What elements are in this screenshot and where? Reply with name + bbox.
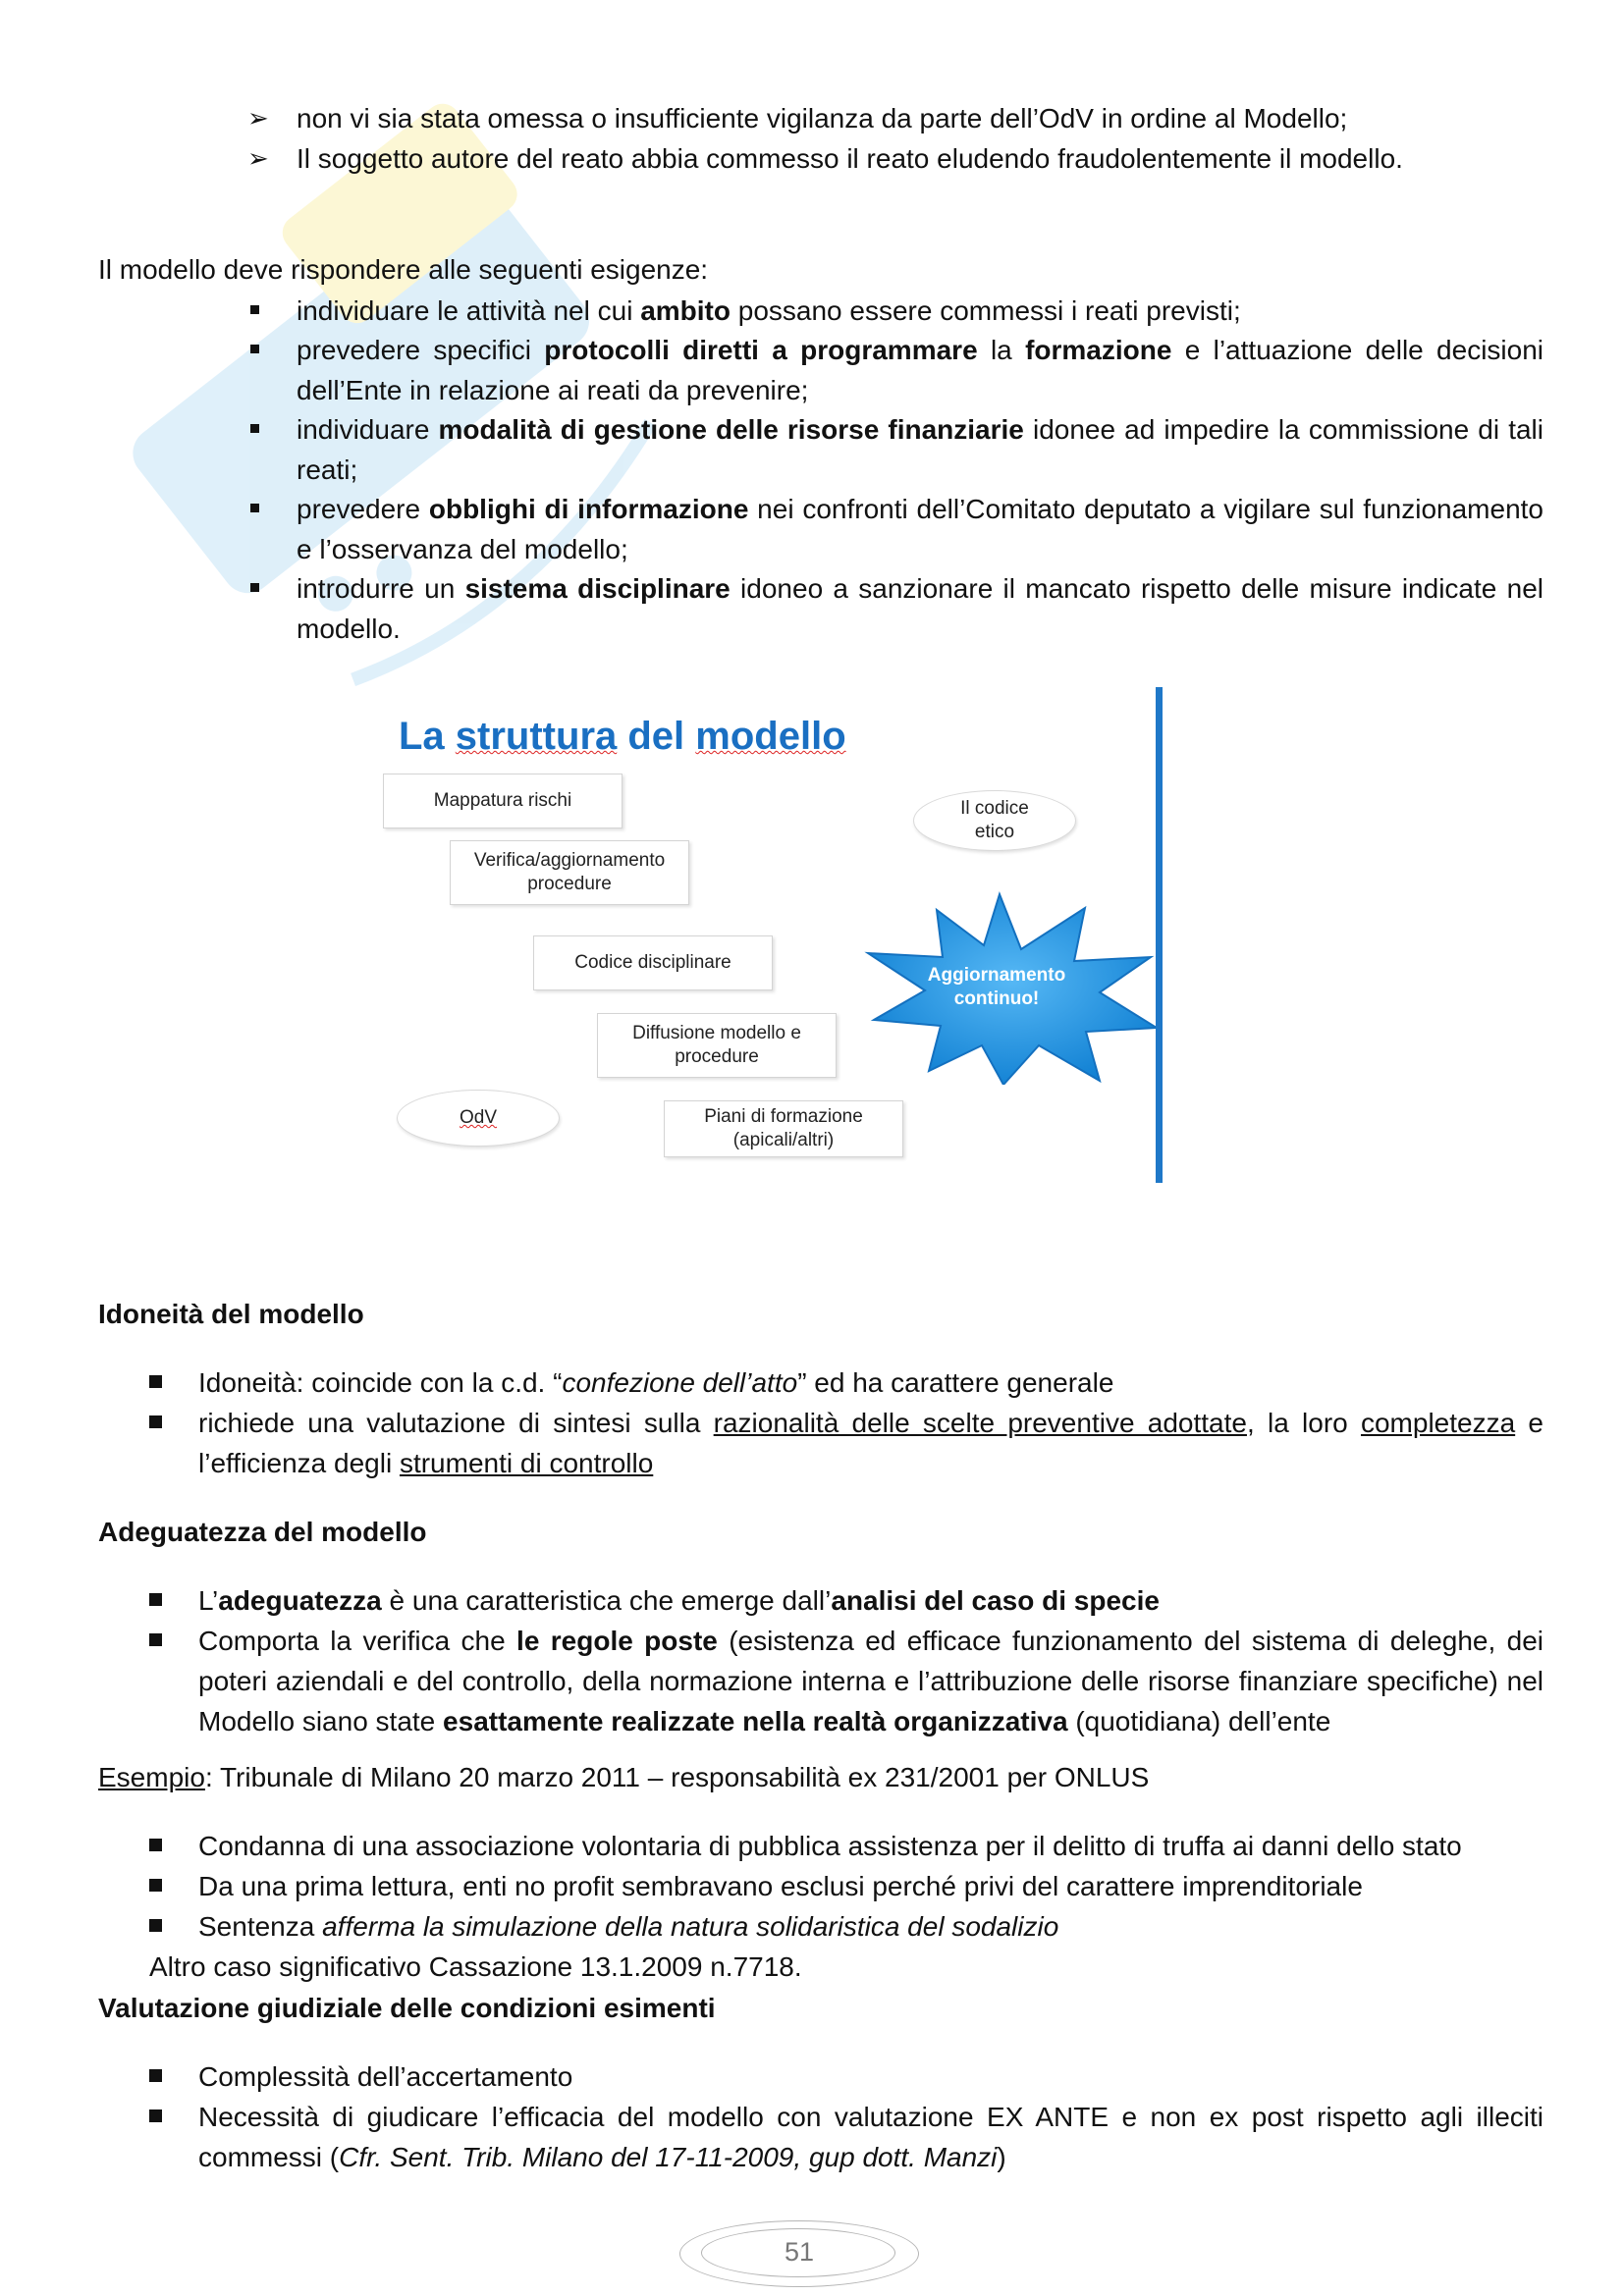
square-bullet-icon xyxy=(149,2109,162,2122)
square-bullet-icon xyxy=(149,1879,162,1892)
arrow-bullet-icon: ➢ xyxy=(247,103,269,133)
square-bullet-icon xyxy=(250,504,259,512)
square-bullet-icon xyxy=(250,424,259,433)
esempio-item: Sentenza afferma la simulazione della natura solidaristica del sodalizio xyxy=(198,1911,1059,1942)
square-bullet-icon xyxy=(149,1919,162,1932)
page-number: 51 xyxy=(679,2220,919,2287)
oval-codice-etico: Il codice etico xyxy=(913,790,1076,851)
requirement-item: introdurre un sistema disciplinare idoneo a sanzionare il mancato rispetto delle misure indicate nel modello. xyxy=(297,573,1543,644)
square-bullet-icon xyxy=(149,1839,162,1851)
box-codice-disciplinare: Codice disciplinare xyxy=(533,935,773,990)
requirement-item: individuare modalità di gestione delle risorse finanziarie idonee ad impedire la commissione di tali reati; xyxy=(297,414,1543,485)
square-bullet-icon xyxy=(250,583,259,592)
idoneita-item: Idoneità: coincide con la c.d. “confezione dell’atto” ed ha carattere generale xyxy=(198,1367,1114,1398)
valutazione-item: Complessità dell’accertamento xyxy=(198,2061,573,2092)
top-bullet-2: Il soggetto autore del reato abbia commesso il reato eludendo fraudolentemente il modello. xyxy=(297,143,1403,174)
requirements-intro: Il modello deve rispondere alle seguenti esigenze: xyxy=(98,254,709,285)
square-bullet-icon xyxy=(250,345,259,353)
model-structure-diagram xyxy=(383,687,1168,1188)
esempio-line: Esempio: Tribunale di Milano 20 marzo 2011 – responsabilità ex 231/2001 per ONLUS xyxy=(98,1762,1150,1792)
altro-caso: Altro caso significativo Cassazione 13.1.2009 n.7718. xyxy=(149,1951,802,1982)
box-piani-formazione: Piani di formazione (apicali/altri) xyxy=(664,1100,903,1157)
requirement-item: prevedere obblighi di informazione nei confronti dell’Comitato deputato a vigilare sul funzionamento e l’osservanza del modello; xyxy=(297,494,1543,564)
box-diffusione-modello: Diffusione modello e procedure xyxy=(597,1013,837,1078)
idoneita-heading: Idoneità del modello xyxy=(98,1299,364,1329)
arrow-bullet-icon: ➢ xyxy=(247,143,269,173)
square-bullet-icon xyxy=(149,1633,162,1646)
box-mappatura-rischi: Mappatura rischi xyxy=(383,774,623,828)
idoneita-item: richiede una valutazione di sintesi sulla razionalità delle scelte preventive adottate, la loro completezza e l’efficienza degli strumenti di controllo xyxy=(198,1408,1543,1478)
requirement-item: prevedere specifici protocolli diretti a programmare la formazione e l’attuazione delle decisioni dell’Ente in relazione ai reati da prevenire; xyxy=(297,335,1543,405)
esempio-item: Condanna di una associazione volontaria di pubblica assistenza per il delitto di truffa ai danni dello stato xyxy=(198,1831,1462,1861)
square-bullet-icon xyxy=(250,305,259,314)
valutazione-item: Necessità di giudicare l’efficacia del modello con valutazione EX ANTE e non ex post rispetto agli illeciti commessi (Cfr. Sent. Trib. Milano del 17-11-2009, gup dott. Manzi) xyxy=(198,2102,1543,2172)
square-bullet-icon xyxy=(149,1415,162,1428)
starburst-label: Aggiornamento continuo! xyxy=(927,965,1066,1009)
box-verifica-aggiornamento: Verifica/aggiornamento procedure xyxy=(450,840,689,905)
requirement-item: individuare le attività nel cui ambito possano essere commessi i reati previsti; xyxy=(297,295,1241,326)
adeguatezza-item: Comporta la verifica che le regole poste (esistenza ed efficace funzionamento del sistema di deleghe, dei poteri aziendali e del controllo, della normazione interna e l’attribuzione delle risorse finanziare specifiche) nel Modello siano state esattamente realizzate nella realtà organizzativa (quotidiana) dell’ente xyxy=(198,1626,1544,1736)
square-bullet-icon xyxy=(149,2069,162,2082)
esempio-item: Da una prima lettura, enti no profit sembravano esclusi perché privi del carattere imprenditoriale xyxy=(198,1871,1363,1901)
oval-odv: OdV xyxy=(397,1090,560,1147)
adeguatezza-heading: Adeguatezza del modello xyxy=(98,1517,427,1547)
adeguatezza-item: L’adeguatezza è una caratteristica che emerge dall’analisi del caso di specie xyxy=(198,1585,1160,1616)
valutazione-heading: Valutazione giudiziale delle condizioni esimenti xyxy=(98,1993,716,2023)
diagram-title: La struttura del modello xyxy=(399,715,846,758)
square-bullet-icon xyxy=(149,1593,162,1606)
vertical-blue-line xyxy=(1156,687,1163,1183)
top-bullet-1: non vi sia stata omessa o insufficiente vigilanza da parte dell’OdV in ordine al Modello; xyxy=(297,103,1348,133)
square-bullet-icon xyxy=(149,1375,162,1388)
